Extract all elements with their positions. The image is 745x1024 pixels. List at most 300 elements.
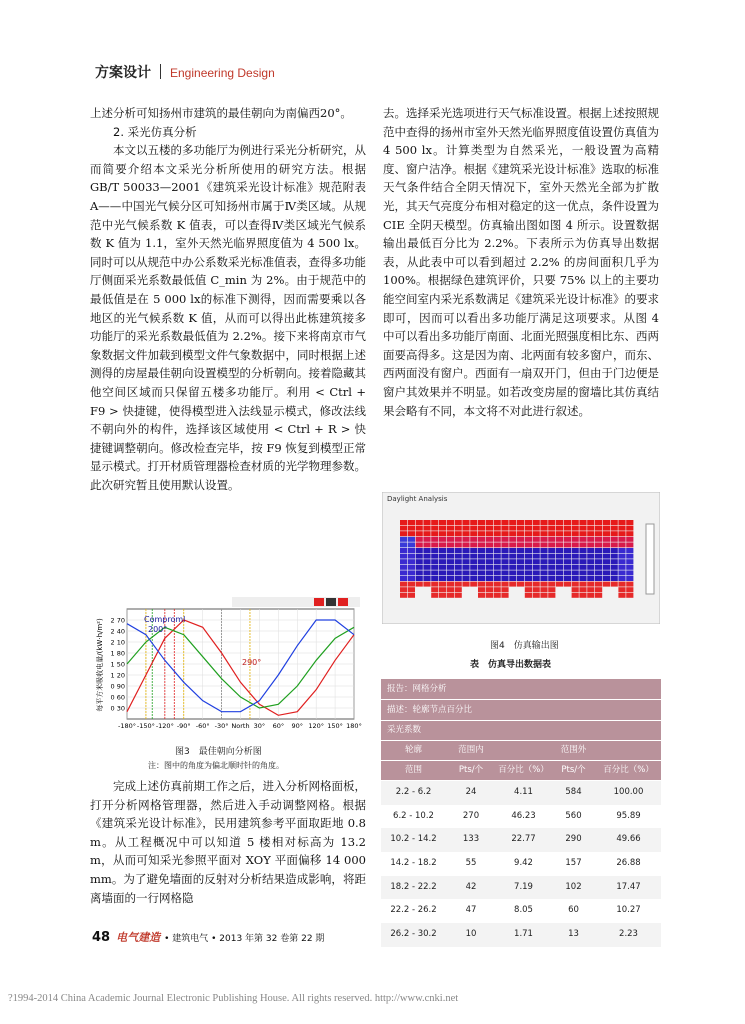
- heatmap-cell: [455, 542, 462, 547]
- heatmap-cell: [556, 576, 563, 581]
- header-divider: [160, 64, 161, 79]
- heatmap-cell: [572, 582, 579, 587]
- heatmap-cell: [618, 554, 625, 559]
- heatmap-cell: [618, 520, 625, 525]
- heatmap-cell: [423, 582, 430, 587]
- heatmap-cell: [564, 559, 571, 564]
- heatmap-cell: [525, 559, 532, 564]
- heatmap-cell: [416, 554, 423, 559]
- heatmap-cell: [447, 587, 454, 592]
- heatmap-cell: [447, 554, 454, 559]
- heatmap-cell: [400, 531, 407, 536]
- heatmap-cell: [400, 554, 407, 559]
- heatmap-cell: [595, 576, 602, 581]
- heatmap-cell: [579, 570, 586, 575]
- heatmap-cell: [595, 593, 602, 598]
- heatmap-cell: [470, 526, 477, 531]
- heatmap-cell: [603, 520, 610, 525]
- heatmap-cell: [572, 542, 579, 547]
- heatmap-cell: [408, 582, 415, 587]
- heatmap-cell: [423, 570, 430, 575]
- heatmap-cell: [494, 531, 501, 536]
- heatmap-cell: [447, 593, 454, 598]
- heatmap-cell: [447, 576, 454, 581]
- heatmap-cell: [595, 570, 602, 575]
- heatmap-cell: [416, 537, 423, 542]
- heatmap-cell: [626, 582, 633, 587]
- heatmap-cell: [423, 554, 430, 559]
- heatmap-cell: [626, 542, 633, 547]
- heatmap-cell: [416, 570, 423, 575]
- heatmap-cell: [470, 554, 477, 559]
- y-tick-label: 2 70: [110, 616, 125, 625]
- heatmap-cell: [423, 565, 430, 570]
- heatmap-cell: [556, 542, 563, 547]
- x-tick-label: -180°: [117, 722, 137, 730]
- heatmap-cell: [509, 554, 516, 559]
- heatmap-cell: [603, 531, 610, 536]
- heatmap-cell: [416, 542, 423, 547]
- heatmap-cell: [564, 565, 571, 570]
- heatmap-cell: [579, 582, 586, 587]
- heatmap-cell: [470, 565, 477, 570]
- heatmap-cell: [517, 520, 524, 525]
- heatmap-cell: [525, 520, 532, 525]
- heatmap-cell: [603, 582, 610, 587]
- heatmap-cell: [611, 582, 618, 587]
- heatmap-cell: [439, 548, 446, 553]
- heatmap-cell: [423, 520, 430, 525]
- heatmap-cell: [548, 570, 555, 575]
- heatmap-cell: [408, 576, 415, 581]
- heatmap-cell: [486, 520, 493, 525]
- heatmap-cell: [572, 587, 579, 592]
- y-tick-label: 2 10: [110, 638, 125, 647]
- heatmap-cell: [509, 576, 516, 581]
- heatmap-cell: [626, 576, 633, 581]
- heatmap-cell: [462, 542, 469, 547]
- heatmap-cell: [416, 565, 423, 570]
- right-column: [383, 104, 659, 420]
- heatmap-cell: [501, 537, 508, 542]
- heatmap-cell: [595, 587, 602, 592]
- heatmap-cell: [579, 520, 586, 525]
- heatmap-cell: [408, 554, 415, 559]
- heatmap-cell: [572, 526, 579, 531]
- heatmap-cell: [517, 565, 524, 570]
- heatmap-cell: [486, 593, 493, 598]
- heatmap-cell: [533, 565, 540, 570]
- heatmap-cell: [501, 559, 508, 564]
- heatmap-cell: [548, 537, 555, 542]
- heatmap-cell: [548, 565, 555, 570]
- heatmap-cell: [431, 548, 438, 553]
- heatmap-cell: [439, 587, 446, 592]
- heatmap-cell: [416, 520, 423, 525]
- heatmap-cell: [564, 537, 571, 542]
- heatmap-cell: [486, 526, 493, 531]
- heatmap-cell: [525, 582, 532, 587]
- heatmap-cell: [408, 587, 415, 592]
- heatmap-cell: [540, 526, 547, 531]
- heatmap-cell: [572, 554, 579, 559]
- heatmap-cell: [501, 576, 508, 581]
- heatmap-cell: [540, 570, 547, 575]
- heatmap-cell: [439, 531, 446, 536]
- heatmap-cell: [564, 526, 571, 531]
- heatmap-cell: [525, 554, 532, 559]
- heatmap-cell: [595, 537, 602, 542]
- heatmap-cell: [431, 554, 438, 559]
- heatmap-cell: [455, 565, 462, 570]
- heatmap-cell: [509, 542, 516, 547]
- heatmap-cell: [470, 559, 477, 564]
- heatmap-cell: [533, 576, 540, 581]
- heatmap-cell: [587, 570, 594, 575]
- heatmap-cell: [494, 526, 501, 531]
- heatmap-cell: [626, 520, 633, 525]
- heatmap-cell: [548, 548, 555, 553]
- heatmap-cell: [439, 593, 446, 598]
- heatmap-cell: [603, 570, 610, 575]
- heatmap-cell: [611, 559, 618, 564]
- heatmap-cell: [618, 548, 625, 553]
- heatmap-cell: [587, 542, 594, 547]
- heatmap-cell: [408, 559, 415, 564]
- heatmap-cell: [533, 520, 540, 525]
- heatmap-cell: [455, 537, 462, 542]
- heatmap-cell: [579, 531, 586, 536]
- heatmap-cell: [494, 548, 501, 553]
- heatmap-cell: [478, 554, 485, 559]
- x-tick-label: -150°: [136, 722, 155, 730]
- heatmap-cell: [509, 565, 516, 570]
- heatmap-cell: [626, 593, 633, 598]
- heatmap-cell: [525, 576, 532, 581]
- heatmap-cell: [533, 559, 540, 564]
- heatmap-cell: [423, 531, 430, 536]
- table-band: 描述：轮廓节点百分比: [381, 700, 661, 721]
- heatmap-cell: [478, 570, 485, 575]
- heatmap-cell: [587, 526, 594, 531]
- heatmap-cell: [431, 565, 438, 570]
- heatmap-cell: [447, 582, 454, 587]
- heatmap-cell: [587, 565, 594, 570]
- heatmap-cell: [517, 542, 524, 547]
- copyright-line: ?1994-2014 China Academic Journal Electronic Publishing House. All rights reserved. http://www.cnki.net: [8, 993, 459, 1004]
- heatmap-cell: [478, 576, 485, 581]
- heatmap-cell: [462, 576, 469, 581]
- heatmap-cell: [548, 520, 555, 525]
- heatmap-cell: [423, 548, 430, 553]
- heatmap-cell: [501, 520, 508, 525]
- heatmap-cell: [431, 559, 438, 564]
- heatmap-cell: [626, 587, 633, 592]
- heatmap-cell: [478, 520, 485, 525]
- heatmap-cell: [439, 520, 446, 525]
- heatmap-cell: [603, 537, 610, 542]
- heatmap-cell: [540, 537, 547, 542]
- heatmap-cell: [587, 576, 594, 581]
- heatmap-cell: [478, 565, 485, 570]
- heatmap-cell: [501, 565, 508, 570]
- heatmap-cell: [595, 565, 602, 570]
- heatmap-cell: [400, 520, 407, 525]
- heatmap-cell: [517, 554, 524, 559]
- heatmap-cell: [462, 582, 469, 587]
- heatmap-cell: [494, 587, 501, 592]
- heatmap-cell: [447, 520, 454, 525]
- heatmap-cell: [509, 537, 516, 542]
- heatmap-cell: [501, 526, 508, 531]
- heatmap-cell: [501, 593, 508, 598]
- heatmap-cell: [416, 531, 423, 536]
- x-tick-label: -60°: [195, 722, 210, 730]
- heatmap-cell: [462, 559, 469, 564]
- table-row: 14.2 - 18.2 55 9.42 157 26.88: [381, 852, 661, 876]
- heatmap-cell: [447, 531, 454, 536]
- table-band: 报告：网格分析: [381, 679, 661, 700]
- heatmap-cell: [618, 542, 625, 547]
- heatmap-cell: [626, 570, 633, 575]
- heatmap-cell: [540, 531, 547, 536]
- heatmap-cell: [540, 576, 547, 581]
- heatmap-cell: [455, 554, 462, 559]
- heatmap-cell: [572, 565, 579, 570]
- heatmap-cell: [470, 548, 477, 553]
- heatmap-cell: [431, 537, 438, 542]
- heatmap-cell: [447, 570, 454, 575]
- heatmap-cell: [501, 582, 508, 587]
- paragraph: 上述分析可知扬州市建筑的最佳朝向为南偏西20°。: [90, 106, 352, 120]
- heatmap-cell: [626, 554, 633, 559]
- heatmap-cell: [478, 548, 485, 553]
- heatmap-cell: [462, 554, 469, 559]
- figure-4-caption: 图4 仿真输出图: [490, 641, 559, 651]
- annotation: 290°: [242, 658, 262, 667]
- heatmap-cell: [564, 548, 571, 553]
- x-tick-label: 150°: [327, 722, 343, 730]
- heatmap-cell: [423, 537, 430, 542]
- heatmap-cell: [611, 554, 618, 559]
- heatmap-cell: [509, 531, 516, 536]
- heatmap-cell: [595, 559, 602, 564]
- heatmap-cell: [595, 554, 602, 559]
- heatmap-cell: [595, 582, 602, 587]
- heatmap-cell: [579, 537, 586, 542]
- heatmap-cell: [400, 526, 407, 531]
- heatmap-cell: [525, 542, 532, 547]
- table-title: 表 仿真导出数据表: [470, 660, 552, 670]
- heatmap-cell: [501, 554, 508, 559]
- heatmap-cell: [556, 548, 563, 553]
- y-tick-label: 1 20: [110, 671, 125, 680]
- heatmap-cell: [486, 548, 493, 553]
- table-row: 26.2 - 30.2 10 1.71 13 2.23: [381, 923, 661, 947]
- heatmap-cell: [525, 565, 532, 570]
- heatmap-cell: [556, 565, 563, 570]
- simulation-data-table: [381, 679, 661, 947]
- figure-3-caption: 图3 最佳朝向分析图: [175, 747, 262, 757]
- heatmap-cell: [540, 582, 547, 587]
- heatmap-cell: [416, 526, 423, 531]
- annotation: 200°: [148, 625, 168, 634]
- heatmap-cell: [462, 548, 469, 553]
- heatmap-cell: [587, 531, 594, 536]
- x-tick-label: -30°: [214, 722, 229, 730]
- heatmap-cell: [494, 593, 501, 598]
- heatmap-cell: [494, 576, 501, 581]
- paragraph: 完成上述仿真前期工作之后，进入分析网格面板，打开分析网格管理器，然后进入手动调整网格。根据《建筑采光设计标准》，民用建筑参考平面取距地 0.8 m。从工程概况中可以知道 5 楼相对标高为 13.2 m，从而可知采光参照平面对 XOY 平面偏移 14 000 mm。为了避免墙面的反射对分析结果造成影响，将距离墙面的一行网格隐: [90, 779, 366, 905]
- heatmap-cell: [439, 526, 446, 531]
- heatmap-cell: [447, 537, 454, 542]
- heatmap-cell: [470, 542, 477, 547]
- heatmap-cell: [494, 542, 501, 547]
- heatmap-cell: [556, 554, 563, 559]
- heatmap-cell: [595, 526, 602, 531]
- heatmap-cell: [525, 526, 532, 531]
- table-row: 6.2 - 10.2 270 46.23 560 95.89: [381, 805, 661, 829]
- heatmap-cell: [486, 587, 493, 592]
- heatmap-cell: [408, 531, 415, 536]
- heatmap-cell: [533, 587, 540, 592]
- heatmap-cell: [618, 526, 625, 531]
- heatmap-cell: [556, 582, 563, 587]
- heatmap-cell: [603, 548, 610, 553]
- section-title-en: Engineering Design: [170, 66, 275, 80]
- heatmap-cell: [470, 576, 477, 581]
- heatmap-cell: [462, 531, 469, 536]
- x-tick-label: 30°: [253, 722, 266, 730]
- heatmap-cell: [462, 565, 469, 570]
- heatmap-cell: [470, 537, 477, 542]
- heatmap-cell: [501, 587, 508, 592]
- heatmap-cell: [431, 520, 438, 525]
- heatmap-cell: [400, 565, 407, 570]
- heatmap-cell: [462, 526, 469, 531]
- heatmap-cell: [525, 587, 532, 592]
- heatmap-cell: [400, 587, 407, 592]
- heatmap-cell: [423, 542, 430, 547]
- heatmap-cell: [556, 559, 563, 564]
- heatmap-cell: [400, 593, 407, 598]
- heatmap-cell: [400, 576, 407, 581]
- figure-3-note: 注：图中的角度为偏北顺时针的角度。: [148, 761, 284, 770]
- heatmap-cell: [478, 587, 485, 592]
- heatmap-cell: [548, 576, 555, 581]
- heatmap-cell: [579, 565, 586, 570]
- heatmap-cell: [595, 520, 602, 525]
- x-tick-label: 120°: [308, 722, 325, 730]
- heatmap-cell: [572, 520, 579, 525]
- heatmap-cell: [447, 526, 454, 531]
- heatmap-cell: [579, 593, 586, 598]
- heatmap-cell: [540, 565, 547, 570]
- heatmap-cell: [431, 542, 438, 547]
- heatmap-cell: [572, 548, 579, 553]
- heatmap-cell: [533, 548, 540, 553]
- heatmap-cell: [455, 582, 462, 587]
- heatmap-cell: [416, 548, 423, 553]
- heatmap-cell: [486, 531, 493, 536]
- heatmap-cell: [533, 526, 540, 531]
- heatmap-cell: [618, 565, 625, 570]
- heatmap-cell: [587, 587, 594, 592]
- heatmap-cell: [572, 537, 579, 542]
- heatmap-cell: [408, 593, 415, 598]
- heatmap-cell: [548, 559, 555, 564]
- heatmap-cell: [447, 548, 454, 553]
- heatmap-cell: [540, 587, 547, 592]
- heatmap-cell: [501, 542, 508, 547]
- heatmap-cell: [548, 531, 555, 536]
- heatmap-cell: [587, 520, 594, 525]
- heatmap-cell: [408, 537, 415, 542]
- heatmap-cell: [494, 520, 501, 525]
- heatmap-cell: [618, 576, 625, 581]
- heatmap-cell: [400, 548, 407, 553]
- heatmap-cell: [572, 559, 579, 564]
- heatmap-cell: [564, 576, 571, 581]
- heatmap-cell: [416, 576, 423, 581]
- heatmap-cell: [533, 582, 540, 587]
- heatmap-cell: [595, 531, 602, 536]
- heatmap-cell: [533, 537, 540, 542]
- heatmap-cell: [556, 520, 563, 525]
- heatmap-cell: [517, 548, 524, 553]
- heatmap-cell: [486, 565, 493, 570]
- heatmap-cell: [439, 542, 446, 547]
- heatmap-cell: [626, 559, 633, 564]
- heatmap-cell: [431, 582, 438, 587]
- heatmap-cell: [455, 576, 462, 581]
- heatmap-cell: [533, 554, 540, 559]
- heatmap-cell: [548, 554, 555, 559]
- left-column-bottom: [90, 777, 366, 907]
- heatmap-cell: [556, 531, 563, 536]
- heatmap-cell: [494, 559, 501, 564]
- heatmap-cell: [517, 559, 524, 564]
- x-tick-label: -120°: [155, 722, 174, 730]
- paragraph: 去。选择采光选项进行天气标准设置。根据上述按照规范中查得的扬州市室外天然光临界照度值设置仿真值为 4 500 lx。计算类型为自然采光，一般设置为高精度、窗户洁净。根据《建筑采光设计标准》选取的标准天气条件结合全阴天情况下，室外天然光全部为扩散光，其天气亮度分布相对稳定的这一优点，条件设置为 CIE 全阴天模型。仿真输出图如图 4 所示。设置数据输出最低百分比为 2.2%。下表所示为仿真导出数据表，从此表中可以看到超过 2.2% 的房间面积几乎为 100%。根据绿色建筑评价，只要 75% 以上的主要功能空间室内采光系数满足《建筑采光设计标准》的要求即可，因而可以看出多功能厅满足这项要求。从图 4 中可以看出多功能厅南面、北面光照强度相比东、西两面要高得多。这是因为南、北两面有较多窗户，而东、西两面没有窗户。西面有一扇双开门，但由于门边便是窗户其效果并不明显。如若改变房屋的窗墙比其仿真结果会略有不同，本文将不对此进行叙述。: [383, 106, 659, 418]
- annotation: Comproml: [144, 615, 186, 624]
- heatmap-cell: [579, 559, 586, 564]
- heatmap-cell: [517, 537, 524, 542]
- heatmap-cell: [618, 587, 625, 592]
- heatmap-cell: [618, 531, 625, 536]
- heatmap-cell: [603, 576, 610, 581]
- heatmap-cell: [431, 531, 438, 536]
- figure-title: Daylight Analysis: [387, 495, 448, 503]
- heatmap-cell: [509, 559, 516, 564]
- heatmap-cell: [517, 570, 524, 575]
- heatmap-cell: [400, 570, 407, 575]
- heatmap-cell: [501, 548, 508, 553]
- heatmap-cell: [548, 593, 555, 598]
- heatmap-cell: [525, 593, 532, 598]
- heatmap-cell: [579, 576, 586, 581]
- heatmap-cell: [486, 559, 493, 564]
- heatmap-cell: [486, 576, 493, 581]
- y-tick-label: 0 90: [110, 682, 125, 691]
- heatmap-cell: [494, 565, 501, 570]
- heatmap-cell: [548, 582, 555, 587]
- y-axis-label: 每平方米吸收电量/(kW·h/m²): [96, 618, 104, 712]
- heatmap-cell: [470, 520, 477, 525]
- x-tick-label: 90°: [291, 722, 304, 730]
- page-number: 48: [92, 930, 111, 945]
- heatmap-cell: [408, 565, 415, 570]
